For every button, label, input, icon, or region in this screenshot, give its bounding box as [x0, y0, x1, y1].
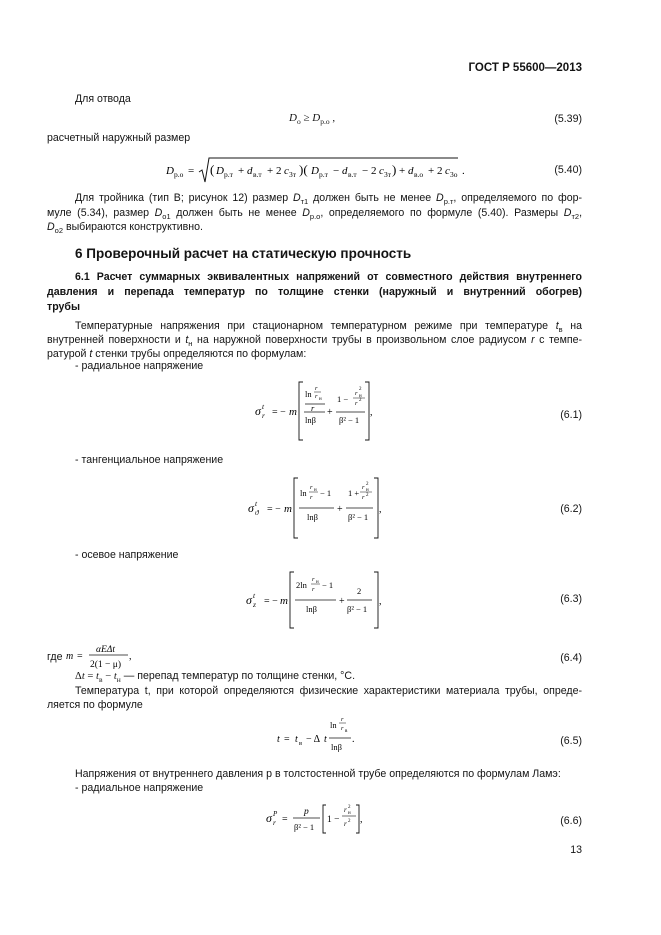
svg-text:в: в: [345, 729, 348, 734]
paragraph-tee-line-1: Для тройника (тип В; рисунок 12) размер $D_{т1}$ должен быть не менее $D_{р.т}$, определяемого по фор-: [47, 191, 582, 206]
svg-text:σ: σ: [266, 811, 272, 825]
svg-text:(: (: [210, 162, 215, 177]
svg-text:ϑ: ϑ: [255, 508, 259, 517]
svg-text:,: ,: [360, 814, 363, 825]
section-6-heading: 6 Проверочный расчет на статическую прочность: [75, 246, 412, 261]
text-where: где: [47, 651, 63, 663]
svg-text:β² − 1: β² − 1: [347, 604, 368, 614]
svg-text:3о: 3о: [450, 170, 458, 179]
svg-text:σ: σ: [246, 593, 252, 607]
svg-text:2(1 − μ): 2(1 − μ): [90, 660, 122, 670]
equation-number-6-6: (6.6): [560, 815, 582, 827]
svg-text:н: н: [348, 811, 351, 816]
svg-text:r: r: [355, 390, 358, 397]
svg-text:r: r: [310, 484, 313, 491]
svg-text:− 1: − 1: [322, 580, 334, 590]
equation-number-5-40: (5.40): [554, 164, 582, 176]
svg-text:r: r: [311, 403, 315, 413]
paragraph-lame-line-1: Напряжения от внутреннего давления p в толстостенной трубе определяются по формулам Ламэ:: [75, 768, 561, 780]
svg-text:2: 2: [357, 586, 362, 596]
svg-text:2: 2: [348, 805, 351, 810]
svg-text:в.т: в.т: [348, 170, 357, 179]
svg-text:m: m: [284, 503, 292, 515]
paragraph-thermal-line-2: внутренней поверхности и $t_н$ на наружной поверхности трубы в произвольном слое радиусом r с темпе-: [47, 334, 583, 349]
equation-number-6-1: (6.1): [560, 409, 582, 421]
tee-text-6: , определяемого по формуле (5.40). Размеры: [320, 207, 564, 219]
svg-text:.: .: [462, 165, 465, 177]
svg-text:= −: = −: [272, 407, 286, 418]
paragraph-thermal-line-3: ратурой t стенки трубы определяются по формулам:: [47, 348, 307, 360]
formula-6-1: [255, 378, 375, 449]
svg-text:в: в: [299, 740, 303, 747]
svg-text:p: p: [304, 807, 309, 817]
svg-text:m: m: [280, 595, 288, 607]
svg-text:+: +: [337, 504, 343, 515]
document-code-header: ГОСТ Р 55600—2013: [468, 62, 582, 74]
svg-text:r: r: [312, 576, 315, 583]
svg-text:р.т: р.т: [224, 170, 233, 179]
svg-text:+: +: [327, 407, 333, 418]
svg-text:2: 2: [359, 398, 362, 403]
svg-text:lnβ: lnβ: [307, 512, 318, 522]
svg-text:P: P: [273, 810, 278, 818]
svg-text:,: ,: [379, 596, 382, 607]
svg-text:lnβ: lnβ: [331, 742, 342, 752]
svg-text:2: 2: [359, 387, 362, 392]
svg-text:+ 2: + 2: [267, 165, 282, 177]
formula-5-40: [166, 152, 476, 191]
svg-text:r: r: [344, 820, 347, 828]
tee-text-1: Для тройника (тип В; рисунок 12) размер: [75, 192, 293, 204]
svg-text:t: t: [253, 591, 256, 600]
svg-text:r: r: [344, 806, 347, 814]
svg-text:2: 2: [366, 482, 369, 487]
equation-number-6-3: (6.3): [560, 593, 582, 605]
subsection-6-1-line-3: трубы: [47, 301, 81, 313]
tee-text-7: выбираются конструктивно.: [63, 221, 203, 233]
subsection-6-1-line-2: давления и перепада температур по толщине стенки (наружный и внутренний обогрев): [47, 286, 582, 298]
svg-text:lnβ: lnβ: [305, 415, 316, 425]
svg-text:r: r: [312, 586, 315, 593]
svg-text:2: 2: [348, 819, 351, 824]
svg-text:r: r: [315, 393, 318, 400]
svg-text:в.т: в.т: [253, 170, 262, 179]
svg-text:ln: ln: [330, 720, 337, 730]
svg-text:r: r: [310, 494, 313, 501]
svg-text:р.о: р.о: [174, 170, 184, 179]
svg-text:=: =: [188, 165, 195, 177]
page-number: 13: [570, 844, 582, 856]
svg-text:.: .: [352, 734, 355, 745]
svg-text:,: ,: [379, 504, 382, 515]
svg-text:D: D: [311, 165, 319, 177]
formula-6-6: [266, 799, 366, 848]
svg-text:σ: σ: [248, 501, 254, 515]
label-radial-stress: - радиальное напряжение: [75, 360, 204, 372]
svg-text:− 1: − 1: [320, 488, 332, 498]
svg-text:β² − 1: β² − 1: [348, 512, 369, 522]
svg-text:− 2: − 2: [362, 165, 377, 177]
svg-text:1 −: 1 −: [337, 394, 349, 404]
svg-text:+: +: [339, 596, 345, 607]
svg-text:D: D: [166, 165, 174, 177]
svg-text:c: c: [284, 165, 289, 177]
svg-text:−: −: [333, 165, 340, 177]
text-calculated-outer-size: расчетный наружный размер: [47, 132, 191, 144]
paragraph-tee-line-3: $D_{о2}$ выбираются конструктивно.: [47, 221, 203, 236]
svg-text:t: t: [255, 499, 258, 508]
svg-text:р.т: р.т: [319, 170, 328, 179]
svg-text:r: r: [362, 494, 365, 501]
svg-text:c: c: [445, 165, 450, 177]
svg-text:r: r: [315, 385, 318, 392]
formula-6-2: [248, 474, 386, 547]
svg-text:β² − 1: β² − 1: [294, 822, 315, 832]
label-lame-radial-stress: - радиальное напряжение: [75, 782, 204, 794]
svg-text:+ 2: + 2: [428, 165, 443, 177]
tee-text-5: должен быть не менее: [170, 207, 303, 219]
svg-text:c: c: [379, 165, 384, 177]
svg-text:н: н: [366, 488, 369, 493]
svg-text:+: +: [238, 165, 245, 177]
formula-6-3: [246, 568, 384, 637]
svg-text:r: r: [273, 818, 276, 827]
svg-text:αEΔt: αEΔt: [96, 645, 116, 655]
svg-text:t: t: [295, 734, 298, 745]
svg-text:σ: σ: [255, 404, 261, 418]
equation-number-5-39: (5.39): [554, 113, 582, 125]
svg-text:н: н: [319, 397, 322, 402]
paragraph-tee-line-2: муле (5.34), размер $D_{о1}$ должен быть не менее $D_{р.о}$, определяемого по формуле (5.40). Размеры $D_{т2}$,: [47, 207, 583, 222]
equation-number-6-4: (6.4): [560, 652, 582, 664]
tee-text-4: муле (5.34), размер: [47, 207, 155, 219]
svg-text:d: d: [408, 165, 414, 177]
svg-text:lnβ: lnβ: [306, 604, 317, 614]
equation-number-6-2: (6.2): [560, 503, 582, 515]
svg-text:r: r: [341, 716, 344, 723]
svg-text:): ): [392, 162, 397, 177]
svg-text:β² − 1: β² − 1: [339, 415, 360, 425]
svg-text:ln: ln: [305, 389, 312, 399]
label-axial-stress: - осевое напряжение: [75, 549, 179, 561]
svg-text:1 −: 1 −: [327, 815, 340, 825]
svg-text:ln: ln: [300, 488, 307, 498]
svg-text:3т: 3т: [384, 170, 392, 179]
svg-text:r: r: [362, 484, 365, 491]
svg-text:=: =: [282, 814, 288, 825]
equation-number-6-5: (6.5): [560, 735, 582, 747]
formula-5-39: $D_о \ge D_{р.о}$ ,: [289, 112, 336, 127]
paragraph-temperature-line-1: Температура t, при которой определяются физические характеристики материала трубы, опреде-: [75, 685, 582, 697]
tee-text-3: , определяемого по фор-: [453, 192, 582, 204]
svg-text:t: t: [324, 734, 327, 745]
svg-text:)(: )(: [299, 162, 308, 177]
svg-text:D: D: [216, 165, 224, 177]
svg-text:z: z: [253, 600, 256, 609]
svg-text:,: ,: [370, 407, 373, 418]
svg-text:3т: 3т: [289, 170, 297, 179]
svg-text:t: t: [262, 402, 265, 411]
svg-text:в.о: в.о: [414, 170, 424, 179]
svg-text:н: н: [359, 394, 362, 399]
svg-text:2ln: 2ln: [296, 580, 307, 590]
svg-text:= −: = −: [267, 504, 281, 515]
subsection-6-1-line-1: 6.1 Расчет суммарных эквивалентных напряжений от совместного действия внутреннего: [75, 271, 582, 283]
svg-text:d: d: [247, 165, 253, 177]
text-for-bend: Для отвода: [75, 93, 131, 105]
svg-text:+: +: [399, 165, 406, 177]
svg-text:н: н: [316, 580, 319, 585]
svg-text:,: ,: [129, 651, 132, 662]
svg-text:m: m: [66, 651, 74, 662]
tee-text-2: должен быть не менее: [308, 192, 437, 204]
svg-text:t: t: [277, 734, 280, 745]
paragraph-temperature-line-2: ляется по формуле: [47, 699, 143, 711]
svg-text:r: r: [262, 411, 265, 420]
svg-text:m: m: [289, 406, 297, 418]
svg-text:2: 2: [366, 493, 369, 498]
svg-text:− Δ: − Δ: [306, 734, 321, 745]
formula-6-5: [277, 714, 359, 763]
svg-text:н: н: [314, 488, 317, 493]
text-delta-t-definition: $\Delta t = t_в - t_н$ — перепад температур по толщине стенки, °С.: [75, 670, 356, 685]
label-tangential-stress: - тангенциальное напряжение: [75, 454, 224, 466]
svg-text:=: =: [284, 734, 290, 745]
svg-text:=: =: [77, 651, 83, 662]
svg-text:d: d: [342, 165, 348, 177]
svg-text:r: r: [341, 725, 344, 732]
paragraph-thermal-line-1: Температурные напряжения при стационарном температурном режиме при температуре $t_в$ на: [75, 320, 582, 335]
svg-text:r: r: [355, 400, 358, 407]
svg-text:1 +: 1 +: [348, 488, 360, 498]
svg-text:= −: = −: [264, 596, 278, 607]
